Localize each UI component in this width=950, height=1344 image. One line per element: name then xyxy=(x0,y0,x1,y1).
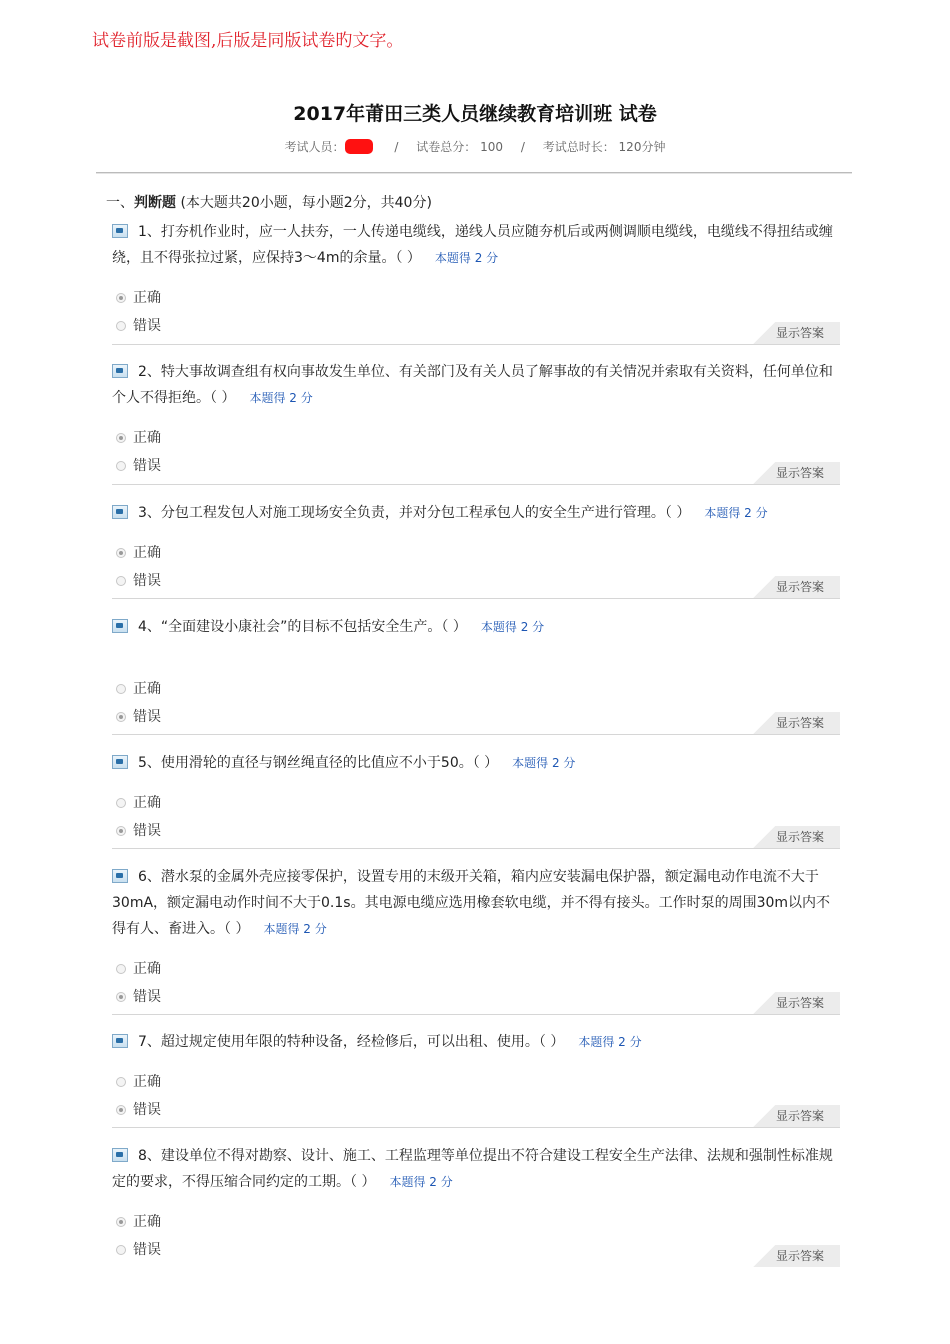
radio-icon[interactable] xyxy=(116,433,126,443)
question-text xyxy=(112,1029,840,1055)
question-divider xyxy=(112,344,840,345)
radio-icon[interactable] xyxy=(116,964,126,974)
option-wrong[interactable] xyxy=(116,1099,161,1119)
show-answer-button[interactable]: 显示答案 xyxy=(744,992,840,1014)
option-correct[interactable] xyxy=(116,542,161,562)
question-text-content: 5、使用滑轮的直径与钢丝绳直径的比值应不小于50。（ ） xyxy=(138,755,499,771)
option-correct[interactable] xyxy=(116,1211,161,1231)
question-text xyxy=(112,500,840,526)
radio-icon[interactable] xyxy=(116,1217,126,1227)
option-correct[interactable] xyxy=(116,427,161,447)
option-label: 错误 xyxy=(133,458,161,474)
radio-icon[interactable] xyxy=(116,712,126,722)
option-label: 正确 xyxy=(133,961,161,977)
question-text-content: 6、潜水泵的金属外壳应接零保护，设置专用的末级开关箱，箱内应安装漏电保护器，额定漏电动作电流不大于30mA，额定漏电动作时间不大于0.1s。其电源电缆应选用橡套软电缆，并不得有接头。工作时泵的周围30m以内不得有人、畜进入。（ ） xyxy=(112,869,831,937)
show-answer-button[interactable]: 显示答案 xyxy=(744,1105,840,1127)
flag-icon[interactable] xyxy=(112,869,128,883)
question-divider xyxy=(112,598,840,599)
question-divider xyxy=(112,734,840,735)
option-correct[interactable] xyxy=(116,1071,161,1091)
option-wrong[interactable] xyxy=(116,820,161,840)
option-wrong[interactable] xyxy=(116,455,161,475)
duration-value: 120分钟 xyxy=(618,140,666,154)
question-score: 本题得 2 分 xyxy=(434,251,499,265)
option-wrong[interactable] xyxy=(116,315,161,335)
question-text-content: 2、特大事故调查组有权向事故发生单位、有关部门及有关人员了解事故的有关情况并索取有关资料，任何单位和个人不得拒绝。（ ） xyxy=(112,364,833,406)
question-text-content: 7、超过规定使用年限的特种设备，经检修后，可以出租、使用。（ ） xyxy=(138,1034,565,1050)
question-divider xyxy=(112,1014,840,1015)
question-score: 本题得 2 分 xyxy=(480,620,545,634)
question-text-content: 1、打夯机作业时，应一人扶夯，一人传递电缆线，递线人员应随夯机后或两侧调顺电缆线，电缆线不得扭结或缠绕，且不得张拉过紧，应保持3～4m的余量。（ ） xyxy=(112,224,833,266)
question-5 xyxy=(112,750,840,850)
option-wrong[interactable] xyxy=(116,570,161,590)
total-label: 试卷总分： xyxy=(416,140,477,154)
exam-title: 2017年莆田三类人员继续教育培训班 试卷 xyxy=(293,103,657,125)
option-label: 正确 xyxy=(133,430,161,446)
section-heading xyxy=(106,192,432,212)
exam-meta xyxy=(0,138,950,155)
question-score: 本题得 2 分 xyxy=(578,1035,642,1049)
flag-icon[interactable] xyxy=(112,1148,128,1162)
question-3 xyxy=(112,500,840,600)
question-divider xyxy=(112,1127,840,1128)
question-text xyxy=(112,864,840,942)
option-label: 正确 xyxy=(133,1214,161,1230)
radio-icon[interactable] xyxy=(116,576,126,586)
question-score: 本题得 2 分 xyxy=(512,756,576,770)
question-text xyxy=(112,614,840,640)
radio-icon[interactable] xyxy=(116,798,126,808)
radio-icon[interactable] xyxy=(116,321,126,331)
section-prefix: 一、 xyxy=(106,195,134,211)
question-1 xyxy=(112,219,840,345)
option-label: 正确 xyxy=(133,795,161,811)
option-label: 正确 xyxy=(133,290,161,306)
duration-label: 考试总时长： xyxy=(542,140,615,154)
show-answer-button[interactable]: 显示答案 xyxy=(744,322,840,344)
examinee-redaction xyxy=(345,139,373,154)
radio-icon[interactable] xyxy=(116,992,126,1002)
flag-icon[interactable] xyxy=(112,1034,128,1048)
radio-icon[interactable] xyxy=(116,293,126,303)
question-text xyxy=(112,219,840,271)
option-label: 错误 xyxy=(133,573,161,589)
option-correct[interactable] xyxy=(116,678,161,698)
radio-icon[interactable] xyxy=(116,1105,126,1115)
question-divider xyxy=(112,484,840,485)
option-label: 正确 xyxy=(133,1074,161,1090)
radio-icon[interactable] xyxy=(116,1077,126,1087)
radio-icon[interactable] xyxy=(116,684,126,694)
question-8 xyxy=(112,1143,840,1269)
document-note: 试卷前版是截图,后版是同版试卷旳文字。 xyxy=(92,31,404,51)
option-wrong[interactable] xyxy=(116,706,161,726)
radio-icon[interactable] xyxy=(116,461,126,471)
question-score: 本题得 2 分 xyxy=(263,922,327,936)
question-text xyxy=(112,750,840,776)
option-label: 正确 xyxy=(133,681,161,697)
question-2 xyxy=(112,359,840,485)
question-text-content: 8、建设单位不得对勘察、设计、施工、工程监理等单位提出不符合建设工程安全生产法律、法规和强制性标准规定的要求，不得压缩合同约定的工期。（ ） xyxy=(112,1148,833,1190)
question-4 xyxy=(112,614,840,736)
option-wrong[interactable] xyxy=(116,986,161,1006)
option-label: 错误 xyxy=(133,823,161,839)
flag-icon[interactable] xyxy=(112,755,128,769)
question-text-content: 4、“全面建设小康社会”的目标不包括安全生产。（ ） xyxy=(138,619,467,635)
option-label: 错误 xyxy=(133,1242,161,1258)
flag-icon[interactable] xyxy=(112,619,128,633)
header-divider xyxy=(96,172,852,174)
section-desc: (本大题共20小题，每小题2分，共40分) xyxy=(180,195,432,211)
question-divider xyxy=(112,848,840,849)
flag-icon[interactable] xyxy=(112,505,128,519)
meta-separator: / xyxy=(394,140,399,154)
flag-icon[interactable] xyxy=(112,364,128,378)
option-correct[interactable] xyxy=(116,958,161,978)
question-score: 本题得 2 分 xyxy=(249,391,313,405)
flag-icon[interactable] xyxy=(112,224,128,238)
option-correct[interactable] xyxy=(116,287,161,307)
show-answer-button[interactable]: 显示答案 xyxy=(744,462,840,484)
option-label: 错误 xyxy=(133,318,161,334)
section-name: 判断题 xyxy=(134,195,176,211)
show-answer-button[interactable]: 显示答案 xyxy=(744,712,840,734)
option-label: 错误 xyxy=(133,1102,161,1118)
option-label: 错误 xyxy=(133,989,161,1005)
radio-icon[interactable] xyxy=(116,1245,126,1255)
question-6 xyxy=(112,864,840,1016)
question-7 xyxy=(112,1029,840,1129)
show-answer-button[interactable]: 显示答案 xyxy=(744,576,840,598)
question-text xyxy=(112,359,840,411)
option-wrong[interactable] xyxy=(116,1239,161,1259)
question-score: 本题得 2 分 xyxy=(704,506,768,520)
option-correct[interactable] xyxy=(116,792,161,812)
question-text-content: 3、分包工程发包人对施工现场安全负责，并对分包工程承包人的安全生产进行管理。（ ） xyxy=(138,505,691,521)
radio-icon[interactable] xyxy=(116,548,126,558)
question-score: 本题得 2 分 xyxy=(389,1175,453,1189)
show-answer-button[interactable]: 显示答案 xyxy=(744,1245,840,1267)
option-label: 正确 xyxy=(133,545,161,561)
radio-icon[interactable] xyxy=(116,826,126,836)
examinee-label: 考试人员： xyxy=(284,140,345,154)
question-text xyxy=(112,1143,840,1195)
show-answer-button[interactable]: 显示答案 xyxy=(744,826,840,848)
total-value: 100 xyxy=(480,140,503,154)
option-label: 错误 xyxy=(133,709,161,725)
meta-separator: / xyxy=(520,140,525,154)
